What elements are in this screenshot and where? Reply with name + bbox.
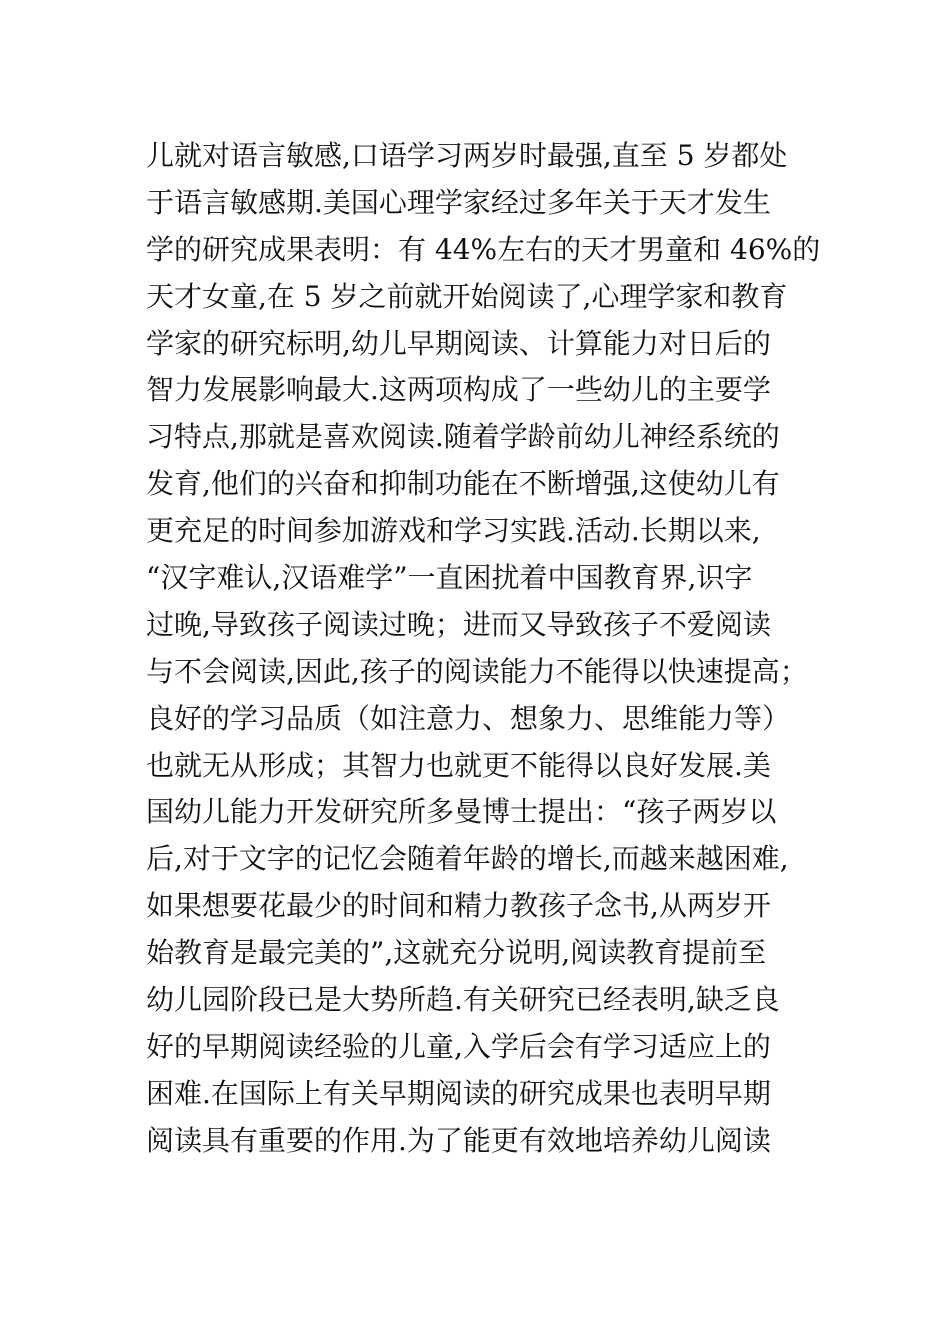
text-line: 儿就对语言敏感,口语学习两岁时最强,直至 5 岁都处 (146, 139, 788, 172)
text-line: 于语言敏感期.美国心理学家经过多年关于天才发生 (146, 185, 771, 219)
text-line: 好的早期阅读经验的儿童,入学后会有学习适应上的 (146, 1029, 771, 1063)
text-line: “汉字难认,汉语难学”一直困扰着中国教育界,识字 (146, 561, 753, 595)
text-line: 天才女童,在 5 岁之前就开始阅读了,心理学家和教育 (146, 279, 788, 313)
text-line: 过晚,导致孩子阅读过晚；进而又导致孩子不爱阅读 (146, 607, 771, 641)
text-line: 与不会阅读,因此,孩子的阅读能力不能得以快速提高； (146, 654, 808, 688)
text-line: 如果想要花最少的时间和精力教孩子念书,从两岁开 (146, 889, 771, 923)
text-line: 始教育是最完美的”,这就充分说明,阅读教育提前至 (146, 936, 767, 970)
text-line: 也就无从形成；其智力也就更不能得以良好发展.美 (146, 748, 771, 782)
text-line: 更充足的时间参加游戏和学习实践.活动.长期以来, (146, 514, 761, 548)
text-line: 良好的学习品质（如注意力、想象力、思维能力等） (146, 701, 791, 735)
text-line: 习特点,那就是喜欢阅读.随着学龄前幼儿神经系统的 (146, 420, 780, 454)
text-line: 学的研究成果表明：有 44%左右的天才男童和 46%的 (146, 232, 821, 266)
text-line: 阅读具有重要的作用.为了能更有效地培养幼儿阅读 (146, 1123, 771, 1157)
body-text (146, 133, 826, 1165)
text-line: 发育,他们的兴奋和抑制功能在不断增强,这使幼儿有 (146, 467, 780, 501)
text-line: 困难.在国际上有关早期阅读的研究成果也表明早期 (146, 1076, 771, 1110)
text-line: 国幼儿能力开发研究所多曼博士提出：“孩子两岁以 (146, 795, 777, 829)
text-line: 学家的研究标明,幼儿早期阅读、计算能力对日后的 (146, 326, 771, 360)
text-line: 智力发展影响最大.这两项构成了一些幼儿的主要学 (146, 373, 771, 407)
text-line: 后,对于文字的记忆会随着年龄的增长,而越来越困难, (146, 842, 789, 876)
text-line: 幼儿园阶段已是大势所趋.有关研究已经表明,缺乏良 (146, 983, 780, 1017)
